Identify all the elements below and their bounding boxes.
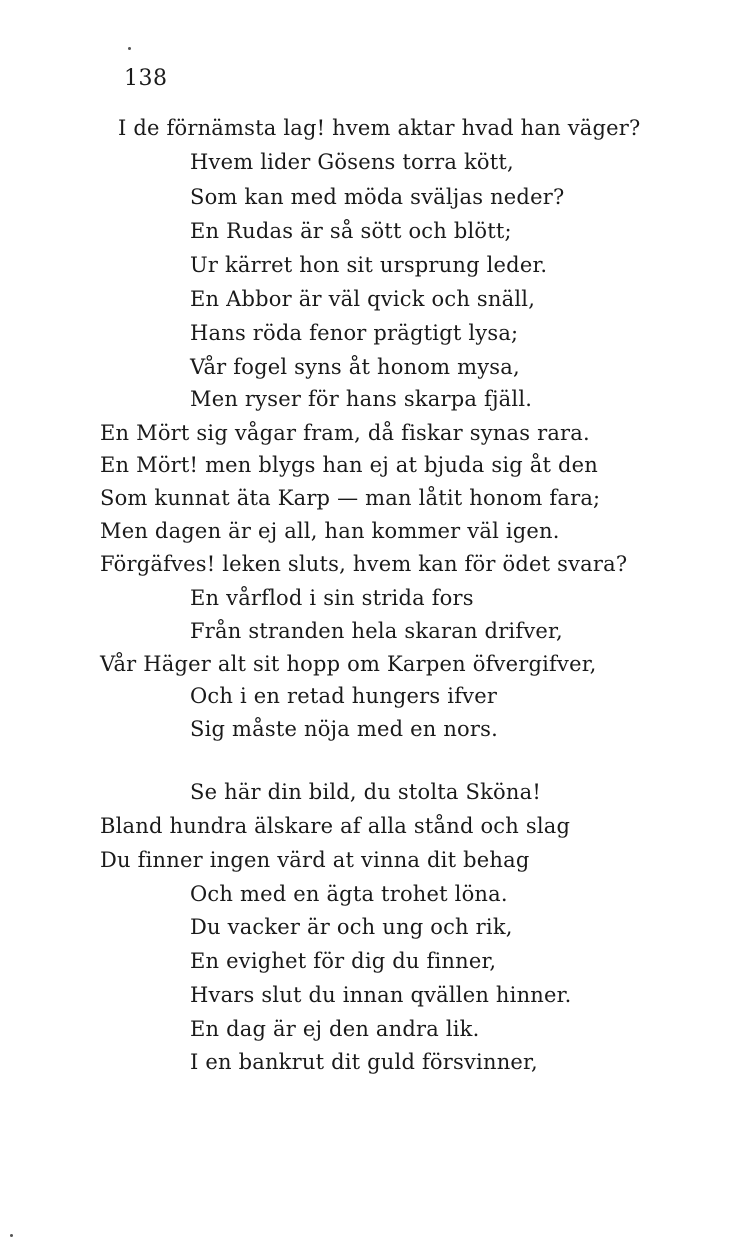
poem-line: Som kunnat äta Karp — man låtit honom fara; (100, 486, 601, 510)
poem-line: Vår Häger alt sit hopp om Karpen öfvergifver, (100, 652, 597, 676)
poem-line: En Abbor är väl qvick och snäll, (190, 287, 536, 311)
poem-line: En Mört sig vågar fram, då fiskar synas rara. (100, 421, 590, 445)
poem-line: Du finner ingen värd at vinna dit behag (100, 848, 530, 872)
poem-line: Hans röda fenor prägtigt lysa; (190, 321, 519, 345)
poem-line: Ur kärret hon sit ursprung leder. (190, 253, 548, 277)
poem-line: I en bankrut dit guld försvinner, (190, 1050, 538, 1074)
poem-line: Bland hundra älskare af alla stånd och slag (100, 814, 571, 838)
poem-line: Från stranden hela skaran drifver, (190, 619, 563, 643)
poem-line: Sig måste nöja med en nors. (190, 717, 498, 741)
print-speck (10, 1234, 13, 1237)
poem-line: Du vacker är och ung och rik, (190, 915, 513, 939)
poem-line: Se här din bild, du stolta Sköna! (190, 780, 541, 804)
poem-line: Men dagen är ej all, han kommer väl igen. (100, 519, 560, 543)
poem-line: Som kan med möda sväljas neder? (190, 185, 565, 209)
poem-line: En Mört! men blygs han ej at bjuda sig åt den (100, 453, 598, 477)
poem-line: Hvars slut du innan qvällen hinner. (190, 983, 572, 1007)
poem-line: Och med en ägta trohet löna. (190, 882, 508, 906)
poem-line: En vårflod i sin strida fors (190, 586, 474, 610)
print-speck (128, 47, 131, 50)
poem-line: En dag är ej den andra lik. (190, 1017, 480, 1041)
poem-line: Förgäfves! leken sluts, hvem kan för ödet svara? (100, 552, 628, 576)
poem-line: En Rudas är så sött och blött; (190, 219, 512, 243)
poem-line: En evighet för dig du finner, (190, 949, 497, 973)
poem-line: Vår fogel syns åt honom mysa, (190, 355, 520, 379)
poem-line: I de förnämsta lag! hvem aktar hvad han väger? (118, 116, 641, 140)
poem-line: Men ryser för hans skarpa fjäll. (190, 387, 533, 411)
page-number: 138 (124, 66, 168, 91)
poem-line: Och i en retad hungers ifver (190, 684, 498, 708)
poem-line: Hvem lider Gösens torra kött, (190, 150, 514, 174)
